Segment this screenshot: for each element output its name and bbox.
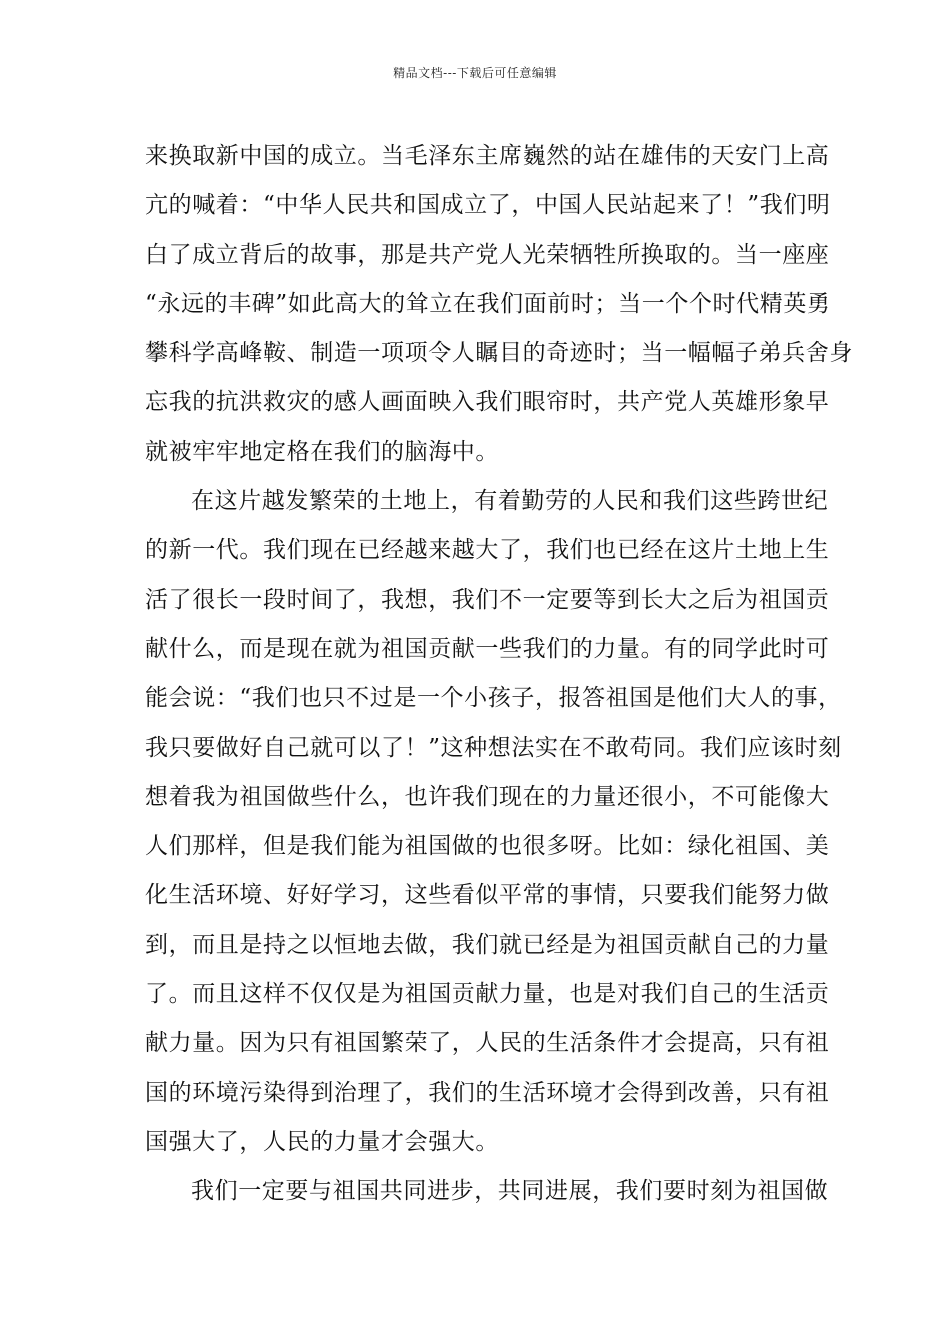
text-line: 国强大了，人民的力量才会强大。 xyxy=(145,1128,499,1155)
text-line: 在这片越发繁荣的土地上，有着勤劳的人民和我们这些跨世纪 xyxy=(191,488,829,515)
text-line: 亢的喊着：“中华人民共和国成立了，中国人民站起来了！”我们明 xyxy=(145,192,831,219)
text-line: 的新一代。我们现在已经越来越大了，我们也已经在这片土地上生 xyxy=(145,537,830,564)
text-line: 能会说：“我们也只不过是一个小孩子，报答祖国是他们大人的事， xyxy=(145,685,842,712)
text-line: 来换取新中国的成立。当毛泽东主席巍然的站在雄伟的天安门上高 xyxy=(145,143,830,169)
paragraph-3 xyxy=(145,1167,829,1216)
paragraph-2 xyxy=(145,477,842,1167)
text-line: 忘我的抗洪救灾的感人画面映入我们眼帘时，共产党人英雄形象早 xyxy=(145,389,830,416)
text-line: 白了成立背后的故事，那是共产党人光荣牺牲所换取的。当一座座 xyxy=(145,241,830,268)
document-body xyxy=(145,132,853,1217)
text-line: 国的环境污染得到治理了，我们的生活环境才会得到改善，只有祖 xyxy=(145,1079,830,1106)
text-line: 了。而且这样不仅仅是为祖国贡献力量，也是对我们自己的生活贡 xyxy=(145,981,830,1008)
text-line: 我只要做好自己就可以了！”这种想法实在不敢苟同。我们应该时刻 xyxy=(145,734,842,761)
text-line: 就被牢牢地定格在我们的脑海中。 xyxy=(145,438,499,465)
paragraph-1 xyxy=(145,132,853,477)
text-line: 人们那样，但是我们能为祖国做的也很多呀。比如：绿化祖国、美 xyxy=(145,833,830,860)
text-line: 我们一定要与祖国共同进步，共同进展，我们要时刻为祖国做 xyxy=(191,1178,829,1205)
text-line: 活了很长一段时间了，我想，我们不一定要等到长大之后为祖国贡 xyxy=(145,586,830,613)
page-header: 精品文档---下载后可任意编辑 xyxy=(393,66,557,80)
text-line: 化生活环境、好好学习，这些看似平常的事情，只要我们能努力做 xyxy=(145,882,830,909)
text-line: 攀科学高峰鞍、制造一项项令人瞩目的奇迹时；当一幅幅子弟兵舍身 xyxy=(145,340,853,367)
text-line: 想着我为祖国做些什么，也许我们现在的力量还很小，不可能像大 xyxy=(145,783,830,810)
text-line: 献什么，而是现在就为祖国贡献一些我们的力量。有的同学此时可 xyxy=(145,635,830,662)
text-line: “永远的丰碑”如此高大的耸立在我们面前时；当一个个时代精英勇 xyxy=(145,290,831,317)
text-line: 到，而且是持之以恒地去做，我们就已经是为祖国贡献自己的力量 xyxy=(145,931,830,958)
text-line: 献力量。因为只有祖国繁荣了，人民的生活条件才会提高，只有祖 xyxy=(145,1030,830,1057)
